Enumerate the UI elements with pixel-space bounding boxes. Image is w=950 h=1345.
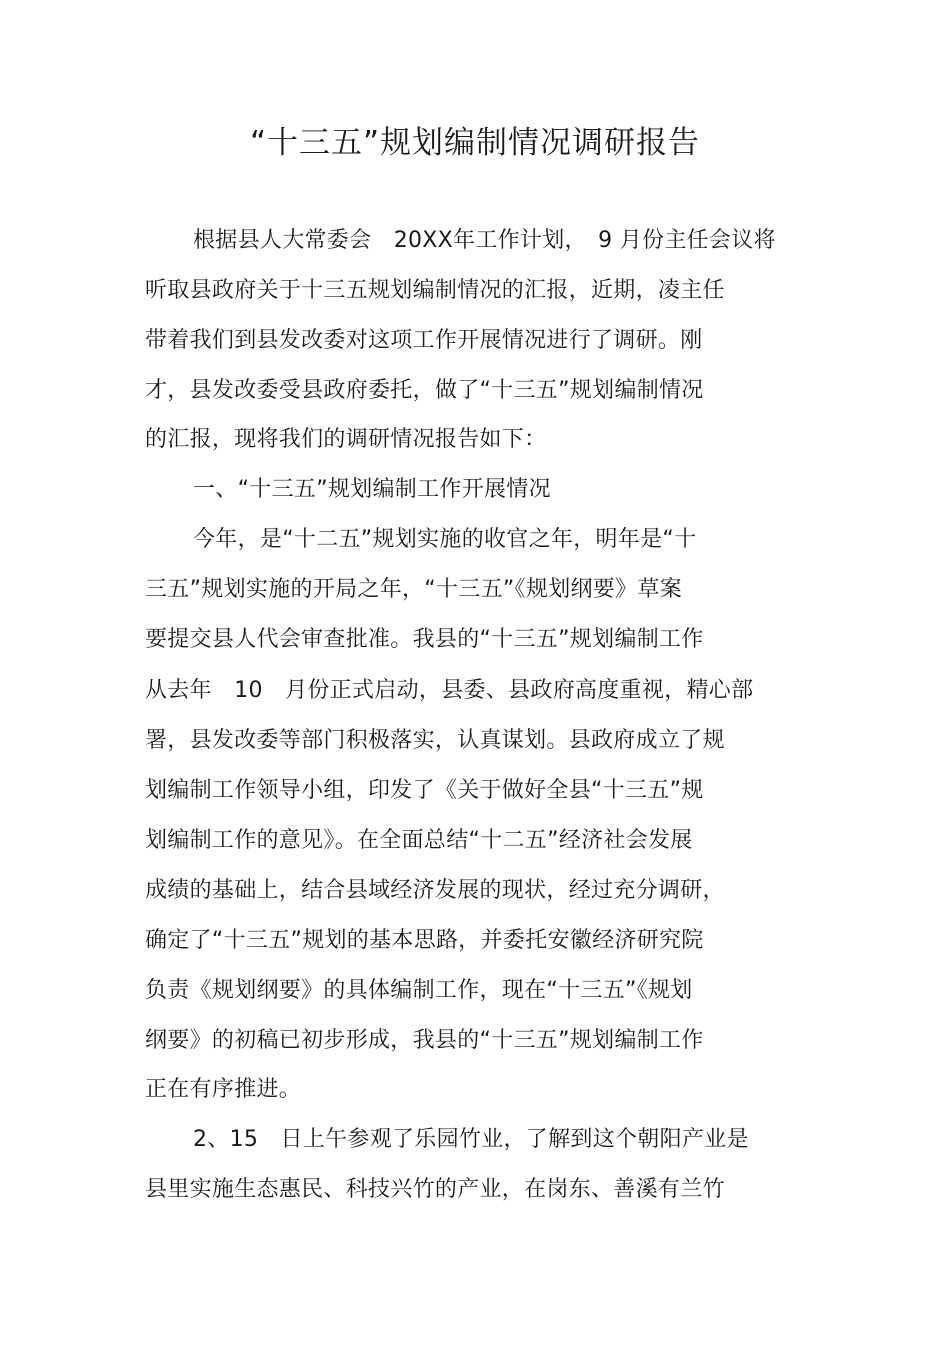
text-line: 根据县人大常委会 20XX年工作计划， 9 月份主任会议将 bbox=[193, 228, 776, 253]
section-heading: 一、“十三五”规划编制工作开展情况 bbox=[193, 477, 551, 502]
text-line: 纲要》的初稿已初步形成，我县的“十三五”规划编制工作 bbox=[145, 1028, 704, 1053]
text-line: 听取县政府关于十三五规划编制情况的汇报，近期，凌主任 bbox=[145, 278, 725, 303]
text-line: 划编制工作领导小组，印发了《关于做好全县“十三五”规 bbox=[145, 778, 704, 803]
text-line: 正在有序推进。 bbox=[145, 1077, 302, 1102]
text-line: 从去年 10 月份正式启动，县委、县政府高度重视，精心部 bbox=[145, 678, 754, 703]
text-line: 署，县发改委等部门积极落实，认真谋划。县政府成立了规 bbox=[145, 728, 725, 753]
text-line: 要提交县人代会审查批准。我县的“十三五”规划编制工作 bbox=[145, 627, 704, 652]
text-line: 今年，是“十二五”规划实施的收官之年，明年是“十 bbox=[193, 527, 697, 552]
text-line: 的汇报，现将我们的调研情况报告如下： bbox=[145, 427, 547, 452]
text-line: 划编制工作的意见》。在全面总结“十二五”经济社会发展 bbox=[145, 828, 693, 853]
text-line: 县里实施生态惠民、科技兴竹的产业，在岗东、善溪有兰竹 bbox=[145, 1177, 725, 1202]
text-line: 成绩的基础上，结合县域经济发展的现状，经过充分调研， bbox=[145, 878, 725, 903]
text-line: 带着我们到县发改委对这项工作开展情况进行了调研。刚 bbox=[145, 328, 703, 353]
document-title: “十三五”规划编制情况调研报告 bbox=[249, 125, 701, 161]
text-line: 才，县发改委受县政府委托，做了“十三五”规划编制情况 bbox=[145, 378, 704, 403]
text-line: 负责《规划纲要》的具体编制工作，现在“十三五”《规划 bbox=[145, 978, 693, 1003]
text-line: 三五”规划实施的开局之年，“十三五”《规划纲要》草案 bbox=[145, 577, 682, 602]
text-line: 确定了“十三五”规划的基本思路，并委托安徽经济研究院 bbox=[145, 928, 704, 953]
text-line: 2、15 日上午参观了乐园竹业，了解到这个朝阳产业是 bbox=[193, 1127, 749, 1152]
